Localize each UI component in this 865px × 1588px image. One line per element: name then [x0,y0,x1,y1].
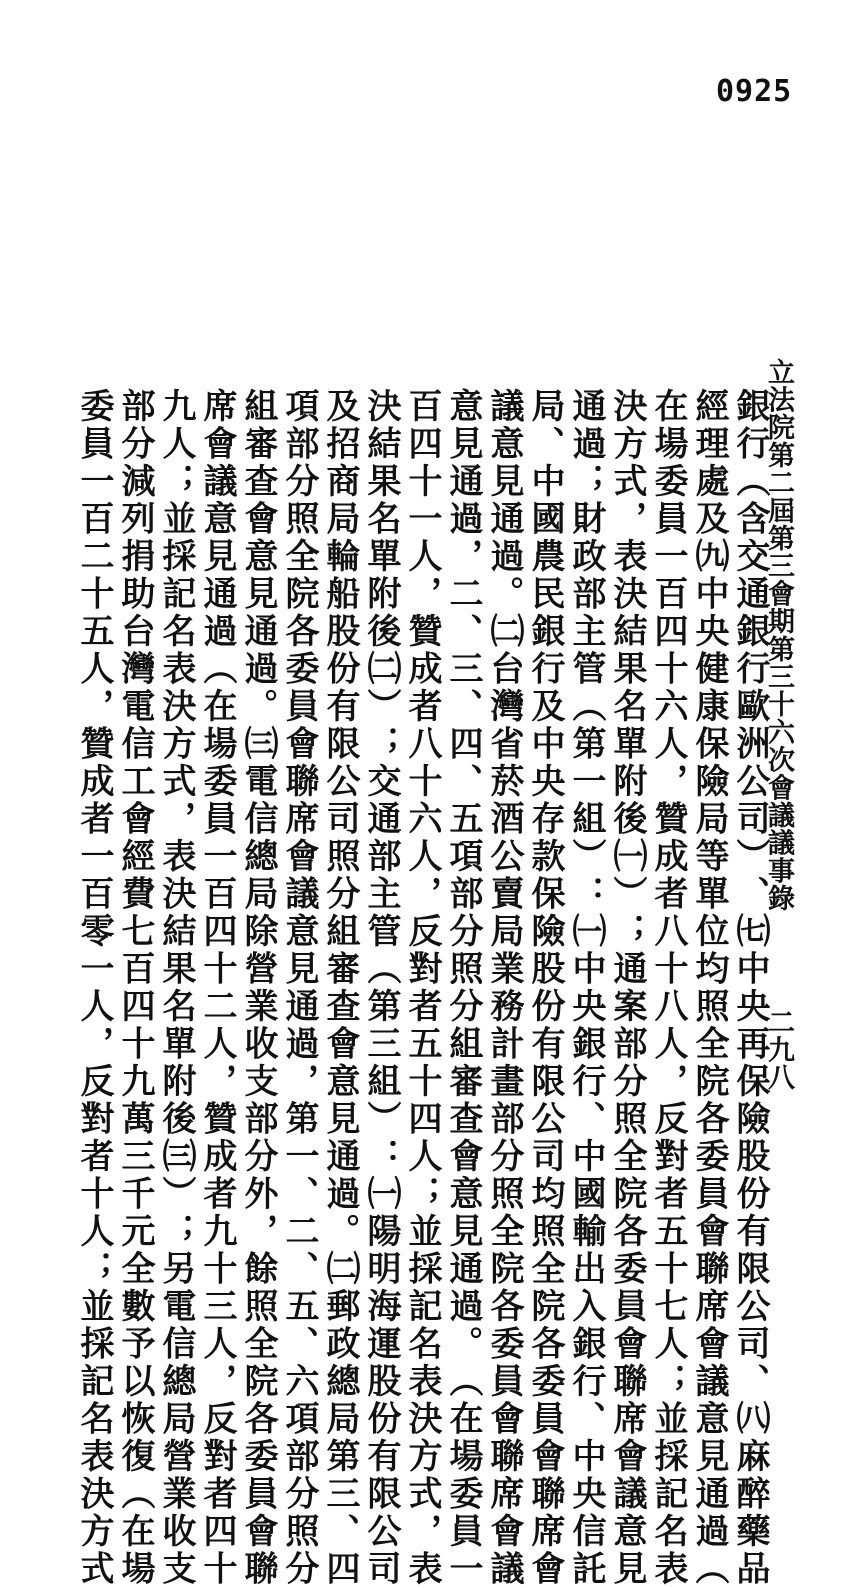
text-column: 決結果名單附後㈡︶；交通部主管︵第三組︶：㈠陽明海運股份有限公司 [361,388,401,1588]
text-column: 意見通過，二、三、四、五項部分照分組審查會意見通過。︵在場委員一 [443,388,483,1588]
text-column: 組審查會意見通過。㈢電信總局除營業收支部分外，餘照全院各委員會聯 [238,388,278,1588]
text-column: 委員一百二十五人，贊成者一百零一人，反對者十人；並採記名表決方式 [74,388,114,1588]
text-column: 決方式，表決結果名單附後㈠︶；通案部分照全院各委員會聯席會議意見 [607,388,647,1588]
text-column: 通過；財政部主管︵第一組︶：㈠中央銀行、中國輸出入銀行、中央信託 [566,388,606,1588]
text-column: 銀行︵含交通銀行歐洲公司︶、㈦中央再保險股份有限公司、㈧麻醉藥品 [730,388,770,1588]
text-column: 局、中國農民銀行及中央存款保險股份有限公司均照全院各委員會聯席會 [525,388,565,1588]
text-column: 經理處及㈨中央健康保險局等單位均照全院各委員會聯席會議意見通過︵ [689,388,729,1588]
text-column: 部分減列捐助台灣電信工會經費七百四十九萬三千元全數予以恢復︵在場 [115,388,155,1588]
text-column: 議意見通過。㈡台灣省菸酒公賣局業務計畫部分照全院各委員會聯席會議 [484,388,524,1588]
text-column: 項部分照全院各委員會聯席會議意見通過，第一、二、五、六項部分照分 [279,388,319,1588]
running-header: 立法院第二屆第三會期第三十六次會議議事錄 [763,358,794,912]
folio-number: 二九八 [763,1008,794,1092]
text-column: 百四十一人，贊成者八十六人，反對者五十四人；並採記名表決方式，表 [402,388,442,1588]
page-number: 0925 [716,74,793,109]
text-column: 九人；並採記名表決方式，表決結果名單附後㈢︶；另電信總局營業收支 [156,388,196,1588]
text-column: 在場委員一百四十六人，贊成者八十八人，反對者五十七人；並採記名表 [648,388,688,1588]
text-column: 及招商局輪船股份有限公司照分組審查會意見通過。㈡郵政總局第三、四 [320,388,360,1588]
text-column: 席會議意見通過︵在場委員一百四十二人，贊成者九十三人，反對者四十 [197,388,237,1588]
